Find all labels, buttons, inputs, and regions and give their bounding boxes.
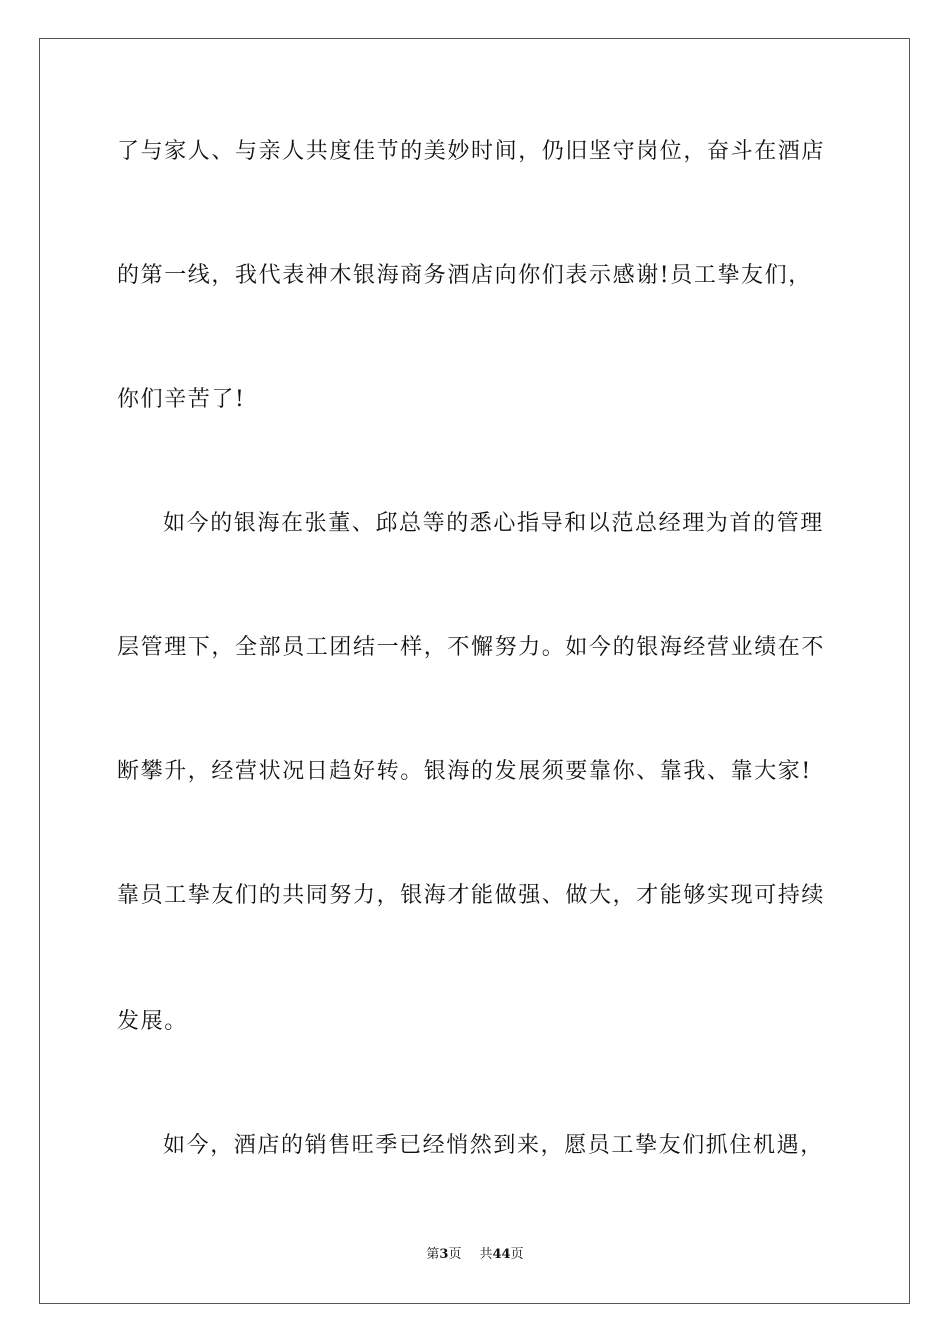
text-line-8: 发展。 <box>117 1009 188 1034</box>
text-line-9: 如今，酒店的销售旺季已经悄然到来，愿员工挚友们抓住机遇， <box>163 1133 824 1158</box>
text-line-2: 的第一线，我代表神木银海商务酒店向你们表示感谢!员工挚友们， <box>117 263 812 288</box>
text-line-7: 靠员工挚友们的共同努力，银海才能做强、做大，才能够实现可持续 <box>117 883 826 908</box>
page-frame <box>39 38 910 1304</box>
footer-page-suffix: 页 <box>448 1247 462 1262</box>
footer-page-prefix: 第 <box>426 1247 440 1262</box>
footer-total-prefix: 共 <box>479 1247 493 1262</box>
text-line-1: 了与家人、与亲人共度佳节的美妙时间，仍旧坚守岗位，奋斗在酒店 <box>117 139 826 164</box>
page-footer <box>0 1246 950 1264</box>
text-line-5: 层管理下，全部员工团结一样，不懈努力。如今的银海经营业绩在不 <box>117 635 826 660</box>
footer-page-number: 3 <box>439 1247 449 1262</box>
text-line-3: 你们辛苦了! <box>117 387 246 412</box>
footer-total-suffix: 页 <box>510 1247 524 1262</box>
text-line-4: 如今的银海在张董、邱总等的悉心指导和以范总经理为首的管理 <box>163 511 824 536</box>
text-line-6: 断攀升，经营状况日趋好转。银海的发展须要靠你、靠我、靠大家! <box>117 759 812 784</box>
footer-total-pages: 44 <box>492 1247 511 1262</box>
